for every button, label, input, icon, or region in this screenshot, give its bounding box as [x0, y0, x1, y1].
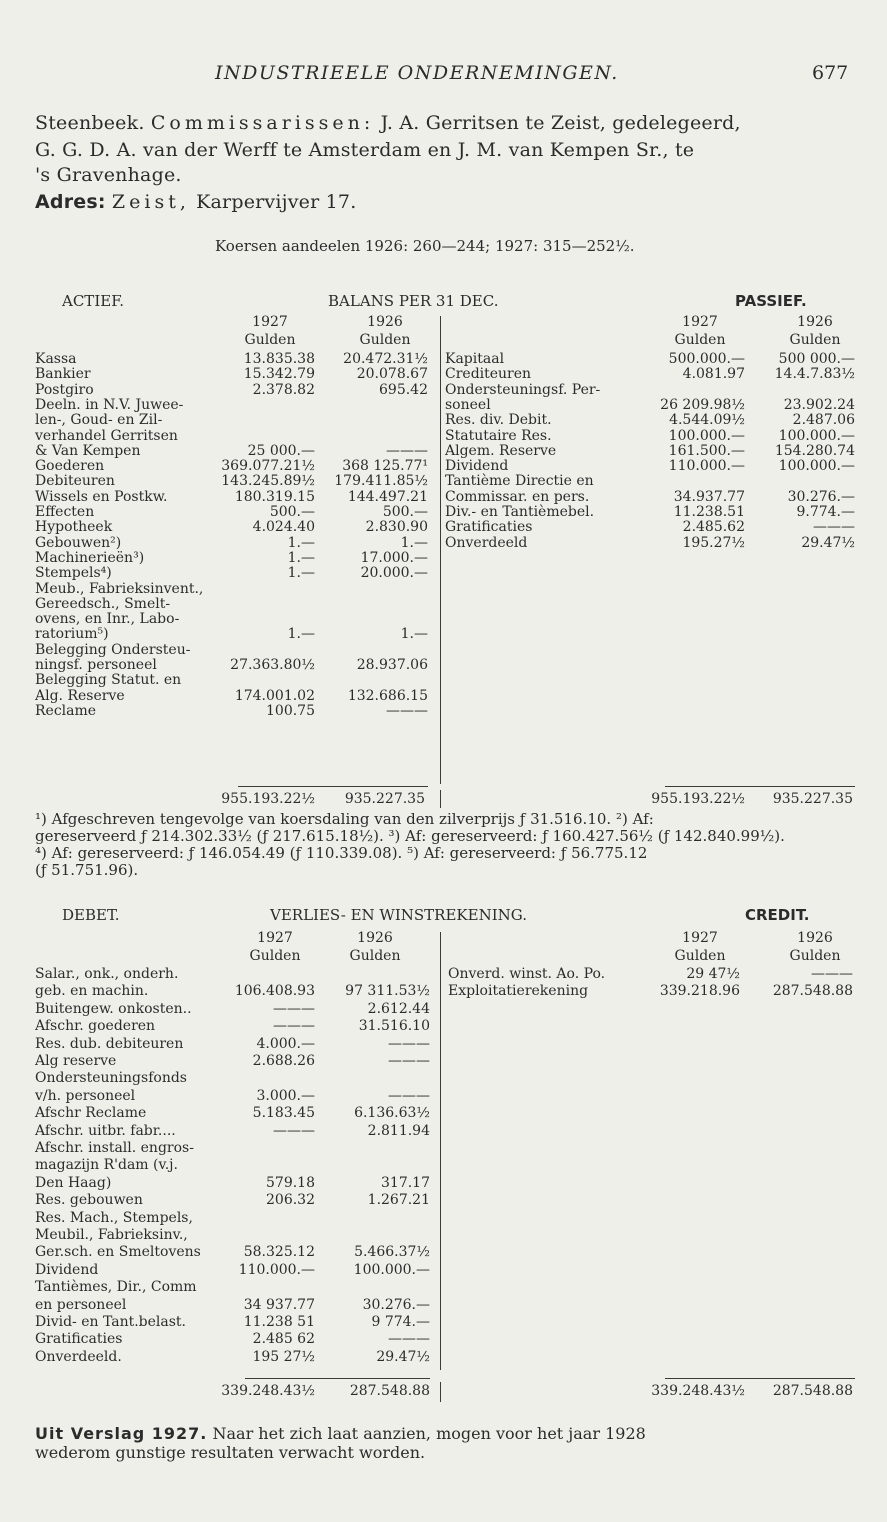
- row-value-v26: 14.4.7.83½: [774, 366, 855, 383]
- winst-title: VERLIES- EN WINSTREKENING.: [270, 906, 527, 924]
- row-value-v27: 58.325.12: [243, 1244, 315, 1261]
- row-label: Onverdeeld: [445, 534, 528, 551]
- verslag-line-1: [35, 1424, 646, 1443]
- row-value-v27: ———: [273, 1122, 315, 1139]
- row-value-v26: ———: [813, 519, 855, 536]
- row-label: Belegging Statut. en: [35, 672, 182, 689]
- row-label: Stempels⁴): [35, 565, 112, 582]
- row-label: Effecten: [35, 504, 95, 520]
- row-value-v26: 1.—: [400, 626, 428, 643]
- row-label: Algem. Reserve: [445, 442, 557, 459]
- row-label: Alg. Reserve: [35, 687, 125, 704]
- row-value-v26: 2.487.06: [792, 412, 855, 429]
- winst-divider: [440, 932, 441, 1370]
- row-value-v26: 500 000.—: [778, 351, 855, 367]
- row-value-v26: 30.276.—: [362, 1296, 430, 1313]
- row-value-v27: 500.000.—: [668, 351, 745, 367]
- col-year: 1927: [682, 930, 718, 946]
- row-label: Buitengew. onkosten..: [35, 1000, 192, 1017]
- col-unit: Gulden: [674, 332, 726, 348]
- row-label: ningsf. personeel: [35, 657, 157, 673]
- col-unit: Gulden: [249, 948, 301, 964]
- balans-title: BALANS PER 31 DEC.: [328, 292, 499, 310]
- row-label: Den Haag): [35, 1174, 112, 1191]
- adres-label: Adres:: [35, 191, 106, 213]
- row-label: Machinerieën³): [35, 549, 145, 566]
- row-value-v27: 29 47½: [686, 966, 740, 982]
- row-value-v26: 1.—: [400, 534, 428, 551]
- row-label: Gereedsch., Smelt-: [35, 595, 171, 612]
- row-value-v27: 369.077.21½: [221, 458, 315, 475]
- row-value-v26: 287.548.88: [772, 983, 853, 1000]
- row-label: Postgiro: [35, 381, 94, 398]
- row-value-v27: 2.688.26: [252, 1053, 315, 1069]
- row-value-v27: 34 937.77: [243, 1296, 315, 1313]
- row-label: Res. div. Debit.: [445, 412, 552, 429]
- row-label: Dividend: [445, 458, 509, 475]
- row-value-v26: 317.17: [381, 1174, 430, 1191]
- row-value-v27: 4.024.40: [252, 519, 315, 536]
- row-value-v26: 100.000.—: [778, 427, 855, 444]
- row-value-v27: 195.27½: [682, 534, 745, 551]
- row-label: Divid- en Tant.belast.: [35, 1314, 187, 1330]
- running-header: INDUSTRIEELE ONDERNEMINGEN.: [215, 62, 619, 84]
- debet-label: DEBET.: [62, 906, 120, 924]
- balans-divider: [440, 316, 441, 784]
- balans-total: 955.193.22½: [651, 791, 745, 807]
- total-rule: [665, 1378, 855, 1379]
- row-value-v26: 17.000.—: [360, 549, 428, 566]
- row-label: Meub., Fabrieksinvent.,: [35, 580, 204, 597]
- adres-line: [35, 191, 356, 213]
- row-value-v27: 3.000.—: [256, 1087, 315, 1104]
- row-value-v27: 180.319.15: [234, 488, 315, 505]
- row-label: Gratificaties: [445, 519, 533, 536]
- row-value-v26: 29.47½: [376, 1348, 430, 1365]
- adres-street: Karpervijver 17.: [196, 191, 357, 213]
- row-value-v27: ———: [273, 1000, 315, 1017]
- row-value-v27: 13.835.38: [243, 351, 315, 367]
- row-value-v26: 100.000.—: [778, 458, 855, 475]
- row-value-v27: 4.000.—: [256, 1035, 315, 1052]
- col-year: 1926: [357, 930, 393, 946]
- row-value-v26: ———: [386, 702, 428, 719]
- commissarissen-label: Commissarissen:: [150, 112, 375, 134]
- row-label: Debiteuren: [35, 473, 115, 490]
- balans-divider: [440, 790, 441, 808]
- row-value-v27: 1.—: [287, 626, 315, 643]
- col-year: 1927: [682, 314, 718, 330]
- row-label: en personeel: [35, 1296, 127, 1313]
- row-value-v26: 23.902.24: [783, 396, 855, 413]
- col-unit: Gulden: [674, 948, 726, 964]
- row-label: Reclame: [35, 702, 97, 719]
- total-rule: [238, 786, 428, 787]
- verslag-line-2: wederom gunstige resultaten verwacht worden.: [35, 1443, 426, 1462]
- row-label: & Van Kempen: [35, 442, 141, 459]
- row-label: Meubil., Fabrieksinv.,: [35, 1227, 188, 1243]
- row-value-v26: 154.280.74: [774, 442, 855, 459]
- row-label: Bankier: [35, 366, 91, 383]
- row-value-v26: ———: [388, 1035, 430, 1052]
- col-unit: Gulden: [349, 948, 401, 964]
- row-label: soneel: [445, 396, 491, 413]
- row-value-v26: 9.774.—: [796, 504, 855, 520]
- row-label: Wissels en Postkw.: [35, 488, 168, 505]
- credit-label: CREDIT.: [745, 906, 810, 924]
- row-value-v26: 29.47½: [801, 534, 855, 551]
- row-label: Res. Mach., Stempels,: [35, 1209, 193, 1226]
- row-label: Afschr. goederen: [35, 1018, 156, 1035]
- row-value-v26: 28.937.06: [356, 657, 428, 673]
- footnote-line: ¹) Afgeschreven tengevolge van koersdaling van den zilverprijs ƒ 31.516.10. ²) Af:: [35, 810, 654, 828]
- row-label: geb. en machin.: [35, 983, 149, 1000]
- row-value-v26: 144.497.21: [347, 488, 428, 505]
- row-value-v26: 5.466.37½: [354, 1244, 430, 1261]
- row-label: Tantième Directie en: [445, 473, 594, 490]
- row-value-v27: 100.000.—: [668, 427, 745, 444]
- balans-total: 955.193.22½: [221, 791, 315, 807]
- footnote-line: gereserveerd ƒ 214.302.33½ (ƒ 217.615.18½). ³) Af: gereserveerd: ƒ 160.427.56½ (ƒ 142.840.99½).: [35, 827, 785, 845]
- page-number: 677: [812, 62, 849, 84]
- row-value-v26: 97 311.53½: [345, 983, 430, 1000]
- total-rule: [665, 786, 855, 787]
- row-value-v26: 20.000.—: [360, 565, 428, 582]
- row-value-v27: 4.544.09½: [669, 412, 745, 429]
- row-value-v27: 4.081.97: [682, 366, 745, 383]
- row-label: v/h. personeel: [35, 1087, 136, 1104]
- row-value-v27: 27.363.80½: [230, 657, 315, 673]
- balans-total: 935.227.35: [344, 791, 425, 807]
- row-value-v27: 206.32: [266, 1192, 315, 1209]
- row-label: Belegging Ondersteu-: [35, 641, 191, 658]
- total-rule: [245, 1378, 430, 1379]
- row-label: ratorium⁵): [35, 626, 109, 643]
- winst-divider: [440, 1382, 441, 1402]
- row-value-v27: 110.000.—: [668, 458, 745, 475]
- row-value-v26: 30.276.—: [787, 488, 855, 505]
- row-label: Exploitatierekening: [448, 983, 589, 1000]
- intro-line-2: G. G. D. A. van der Werff te Amsterdam en J. M. van Kempen Sr., te: [35, 139, 695, 161]
- row-value-v27: 1.—: [287, 565, 315, 582]
- row-value-v26: 20.078.67: [356, 366, 428, 383]
- col-unit: Gulden: [789, 332, 841, 348]
- row-value-v27: 2.485 62: [252, 1331, 315, 1348]
- row-label: Onverdeeld.: [35, 1348, 122, 1365]
- row-value-v27: 34.937.77: [673, 488, 745, 505]
- footnote-line: (ƒ 51.751.96).: [35, 861, 139, 879]
- col-year: 1926: [797, 314, 833, 330]
- winst-total: 287.548.88: [772, 1383, 853, 1399]
- col-year: 1927: [257, 930, 293, 946]
- row-value-v27: 579.18: [266, 1174, 315, 1191]
- koersen: Koersen aandeelen 1926: 260—244; 1927: 315—252½.: [215, 237, 635, 255]
- row-value-v27: 15.342.79: [243, 366, 315, 383]
- row-value-v27: 110.000.—: [238, 1261, 315, 1278]
- row-value-v27: 11.238 51: [243, 1314, 315, 1330]
- row-label: Gebouwen²): [35, 534, 122, 551]
- row-value-v26: 132.686.15: [347, 687, 428, 704]
- row-label: Deeln. in N.V. Juwee-: [35, 396, 184, 413]
- row-value-v27: ———: [273, 1018, 315, 1035]
- row-value-v27: 11.238.51: [673, 504, 745, 520]
- row-label: Ondersteuningsf. Per-: [445, 381, 601, 398]
- intro-line-3: 's Gravenhage.: [35, 164, 182, 186]
- row-label: Commissar. en pers.: [445, 488, 590, 505]
- col-year: 1926: [367, 314, 403, 330]
- row-value-v26: 9 774.—: [371, 1314, 430, 1330]
- row-value-v26: 368 125.77¹: [342, 458, 428, 475]
- row-value-v26: ———: [386, 442, 428, 459]
- row-value-v26: 1.267.21: [367, 1192, 430, 1209]
- row-label: ovens, en Inr., Labo-: [35, 611, 180, 628]
- row-label: Res. gebouwen: [35, 1192, 143, 1209]
- row-label: Onverd. winst. Ao. Po.: [448, 966, 606, 982]
- row-label: Crediteuren: [445, 366, 532, 383]
- row-value-v26: 2.830.90: [365, 519, 428, 536]
- row-value-v26: 2.612.44: [367, 1000, 430, 1017]
- row-value-v27: 339.218.96: [659, 983, 740, 1000]
- col-year: 1926: [797, 930, 833, 946]
- row-value-v26: 20.472.31½: [343, 351, 428, 367]
- winst-total: 339.248.43½: [221, 1383, 315, 1399]
- passief-label: PASSIEF.: [735, 292, 807, 310]
- intro-line-1: [35, 112, 741, 134]
- adres-city: Zeist,: [111, 191, 190, 213]
- row-label: Tantièmes, Dir., Comm: [35, 1279, 197, 1296]
- row-label: Alg reserve: [35, 1053, 117, 1069]
- row-value-v27: 2.378.82: [252, 381, 315, 398]
- row-label: verhandel Gerritsen: [35, 427, 178, 444]
- verslag-label: Uit Verslag 1927.: [35, 1424, 208, 1443]
- balans-total: 935.227.35: [772, 791, 853, 807]
- row-label: Kassa: [35, 351, 77, 367]
- row-value-v26: 500.—: [382, 504, 428, 520]
- col-unit: Gulden: [789, 948, 841, 964]
- row-label: Afschr Reclame: [35, 1105, 147, 1122]
- row-value-v27: 5.183.45: [252, 1105, 315, 1122]
- row-label: Statutaire Res.: [445, 427, 552, 444]
- row-value-v27: 161.500.—: [668, 442, 745, 459]
- row-label: len-, Goud- en Zil-: [35, 412, 163, 429]
- footnote-line: ⁴) Af: gereserveerd: ƒ 146.054.49 (ƒ 110.339.08). ⁵) Af: gereserveerd: ƒ 56.775.12: [35, 844, 648, 862]
- winst-total: 287.548.88: [349, 1383, 430, 1399]
- row-label: Ger.sch. en Smeltovens: [35, 1244, 201, 1261]
- row-value-v27: 25 000.—: [247, 442, 315, 459]
- col-unit: Gulden: [359, 332, 411, 348]
- row-label: Salar., onk., onderh.: [35, 966, 179, 982]
- row-label: Div.- en Tantièmebel.: [445, 504, 595, 520]
- col-unit: Gulden: [244, 332, 296, 348]
- row-value-v27: 1.—: [287, 534, 315, 551]
- row-value-v27: 100.75: [266, 702, 315, 719]
- actief-label: ACTIEF.: [62, 292, 125, 310]
- row-value-v26: 6.136.63½: [354, 1105, 430, 1122]
- row-value-v26: ———: [388, 1331, 430, 1348]
- row-value-v27: 143.245.89½: [221, 473, 315, 490]
- row-value-v27: 1.—: [287, 549, 315, 566]
- row-value-v27: 195 27½: [252, 1348, 315, 1365]
- row-value-v27: 26 209.98½: [660, 396, 745, 413]
- row-value-v26: ———: [388, 1087, 430, 1104]
- row-label: Kapitaal: [445, 351, 505, 367]
- row-value-v26: 695.42: [379, 381, 428, 398]
- row-value-v26: ———: [811, 966, 853, 982]
- intro-text: J. A. Gerritsen te Zeist, gedelegeerd,: [380, 112, 741, 134]
- row-value-v27: 2.485.62: [682, 519, 745, 536]
- row-label: magazijn R'dam (v.j.: [35, 1157, 178, 1174]
- row-label: Afschr. uitbr. fabr....: [35, 1122, 176, 1139]
- row-value-v26: 100.000.—: [353, 1261, 430, 1278]
- row-label: Afschr. install. engros-: [35, 1140, 194, 1156]
- row-value-v26: ———: [388, 1053, 430, 1069]
- verslag-text: Naar het zich laat aanzien, mogen voor het jaar 1928: [212, 1424, 646, 1443]
- row-label: Gratificaties: [35, 1331, 123, 1348]
- row-label: Hypotheek: [35, 519, 113, 536]
- row-label: Ondersteuningsfonds: [35, 1070, 187, 1087]
- row-value-v27: 106.408.93: [234, 983, 315, 1000]
- row-label: Dividend: [35, 1261, 99, 1278]
- intro-text: Steenbeek.: [35, 112, 145, 134]
- col-year: 1927: [252, 314, 288, 330]
- winst-total: 339.248.43½: [651, 1383, 745, 1399]
- row-label: Goederen: [35, 458, 105, 475]
- row-value-v26: 2.811.94: [367, 1122, 430, 1139]
- row-value-v26: 31.516.10: [358, 1018, 430, 1035]
- row-value-v26: 179.411.85½: [334, 473, 428, 490]
- row-value-v27: 174.001.02: [234, 687, 315, 704]
- row-label: Res. dub. debiteuren: [35, 1035, 184, 1052]
- row-value-v27: 500.—: [269, 504, 315, 520]
